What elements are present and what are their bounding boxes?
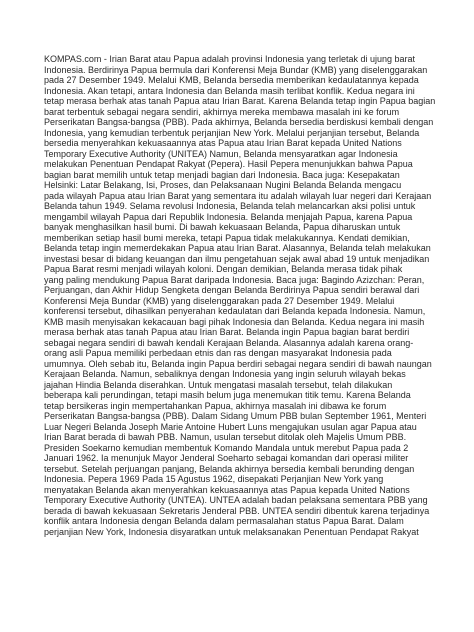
- text-line: Belanda tetap ingin memerdekakan Papua atau Irian Barat. Alasannya, Belanda telah melakukan: [44, 243, 431, 253]
- text-line: Presiden Soekarno kemudian membentuk Komando Mandala untuk merebut Papua pada 2: [44, 442, 409, 453]
- text-line: berada di bawah kekuasaan Sekretaris Jenderal PBB. UNTEA sendiri dibentuk karena terjadinya: [44, 505, 430, 516]
- text-line: Perserikatan Bangsa-bangsa (PBB). Pada akhirnya, Belanda bersedia berdiskusi kembali dengan: [44, 117, 434, 127]
- text-line: perjanjian New York, Indonesia disyaratkan untuk melaksanakan Penentuan Pendapat Rakyat: [44, 526, 419, 537]
- text-line: yang paling mendukung Papua Barat daripada Indonesia. Baca juga: Bagindo Azizchan: Peran,: [44, 274, 425, 285]
- text-line: bersedia menyerahkan kekuasaannya atas Papua atau Irian Barat kepada United Nations: [44, 138, 402, 148]
- text-line: melakukan Penentuan Pendapat Rakyat (Pepera). Hasil Pepera menunjukkan bahwa Papua: [44, 159, 413, 169]
- text-line: Luar Negeri Belanda Joseph Marie Antoine Hubert Luns mengajukan usulan agar Papua atau: [44, 421, 417, 432]
- text-line: mengambil wilayah Papua dari Republik Indonesia. Belanda menjajah Papua, karena Papua: [44, 211, 413, 222]
- text-line: pada wilayah Papua atau Irian Barat yang sementara itu adalah wilayah luar negeri dari Kerajaan: [44, 190, 432, 201]
- text-line: barat terbentuk sebagai negara sendiri, akhirnya mereka membawa masalah ini ke forum: [44, 106, 400, 117]
- article-body: [44, 54, 472, 537]
- text-line: Temporary Executive Authority (UNTEA). UNTEA adalah badan pelaksana sementara PBB yang: [44, 495, 428, 505]
- text-line: Papua Barat resmi menjadi wilayah koloni. Dengan demikian, Belanda merasa tidak pihak: [44, 264, 403, 274]
- text-line: Indonesia, yang kemudian terbentuk perjanjian New York. Melalui perjanjian tersebut, Belanda: [44, 127, 420, 138]
- text-line: konferensi tersebut, dihasilkan penyerahan kedaulatan dari Belanda kepada Indonesia. Namun,: [44, 306, 426, 316]
- text-line: Belanda tahun 1949. Selama revolusi Indonesia, Belanda telah melancarkan aksi polisi untuk: [44, 201, 416, 211]
- text-line: merasa berhak atas tanah Papua atau Irian Barat. Belanda ingin Papua bagian barat berdiri: [44, 327, 410, 337]
- text-line: banyak menghasilkan hasil bumi. Di bawah kekuasaan Belanda, Papua diharuskan untuk: [44, 222, 401, 232]
- text-line: jajahan Hindia Belanda diserahkan. Untuk mengatasi masalah tersebut, telah dilakukan: [44, 379, 393, 390]
- text-line: Konferensi Meja Bundar (KMB) yang diselenggarakan pada 27 Desember 1949. Melalui: [44, 295, 395, 306]
- text-line: tersebut. Setelah perjuangan panjang, Belanda akhirnya bersedia kembali berunding dengan: [44, 463, 415, 474]
- text-line: KMB masih menyisakan kekacauan bagi pihak Indonesia dan Belanda. Kedua negara ini masih: [44, 316, 425, 327]
- text-line: Perjuangan, dan Akhir Hidup Sengketa dengan Belanda Berdirinya Papua sendiri berawal dari: [44, 285, 420, 295]
- text-line: konflik antara Indonesia dengan Belanda dalam permasalahan status Papua Barat. Dalam: [44, 516, 404, 526]
- text-line: bagian barat memilih untuk tetap menjadi bagian dari Indonesia. Baca juga: Kesepakatan: [44, 169, 400, 180]
- text-line: orang asli Papua memiliki perbedaan etnis dan ras dengan masyarakat Indonesia pada: [44, 348, 392, 358]
- text-line: menyatakan Belanda akan menyerahkan kekuasaannya atas Papua kepada United Nations: [44, 484, 410, 495]
- text-line: Irian Barat berada di bawah PBB. Namun, usulan tersebut ditolak oleh Majelis Umum PBB.: [44, 432, 407, 442]
- text-line: Indonesia. Berdirinya Papua bermula dari Konferensi Meja Bundar (KMB) yang diselenggarakan: [44, 64, 428, 75]
- text-line: KOMPAS.com - Irian Barat atau Papua adalah provinsi Indonesia yang terletak di ujung barat: [44, 54, 416, 64]
- text-line: Indonesia. Akan tetapi, antara Indonesia dan Belanda masih terlibat konflik. Kedua negara ini: [44, 85, 415, 96]
- text-line: beberapa kali perundingan, tetapi masih belum juga menemukan titik temu. Karena Belanda: [44, 390, 411, 400]
- text-line: Helsinki: Latar Belakang, Isi, Proses, dan Pelaksanaan Nugini Belanda Belanda mengacu: [44, 180, 402, 190]
- text-line: umumnya. Oleh sebab itu, Belanda ingin Papua berdiri sebagai negara sendiri di bawah naungan: [44, 358, 432, 369]
- text-line: pada 27 Desember 1949. Melalui KMB, Belanda bersedia memberikan kedaulatannya kepada: [44, 75, 419, 85]
- text-line: Perserikatan Bangsa-bangsa (PBB). Dalam Sidang Umum PBB bulan September 1961, Menteri: [44, 411, 427, 421]
- text-line: Kerajaan Belanda. Namun, sebaliknya dengan Indonesia yang ingin seluruh wilayah bekas: [44, 369, 406, 379]
- text-line: Temporary Executive Authority (UNITEA) Namun, Belanda mensyaratkan agar Indonesia: [44, 148, 398, 159]
- text-line: Indonesia. Pepera 1969 Pada 15 Agustus 1962, disepakati Perjanjian New York yang: [44, 474, 384, 484]
- text-line: tetap bersikeras ingin mempertahankan Papua, akhirnya masalah ini dibawa ke forum: [44, 400, 387, 411]
- text-line: Januari 1962. Ia menunjuk Mayor Jenderal Soeharto sebagai komandan dari operasi militer: [44, 453, 409, 463]
- text-line: tetap merasa berhak atas tanah Papua atau Irian Barat. Karena Belanda tetap ingin Papua bagian: [44, 96, 436, 106]
- text-line: sebagai negara sendiri di bawah kendali Kerajaan Belanda. Alasannya adalah karena orang-: [44, 337, 414, 348]
- text-line: memberikan setiap hasil bumi mereka, tetapi Papua tidak melakukannya. Kendati demikian,: [44, 232, 410, 243]
- text-line: investasi besar di bidang keuangan dan ilmu pengetahuan sejak awal abad 19 untuk menjadikan: [44, 253, 430, 264]
